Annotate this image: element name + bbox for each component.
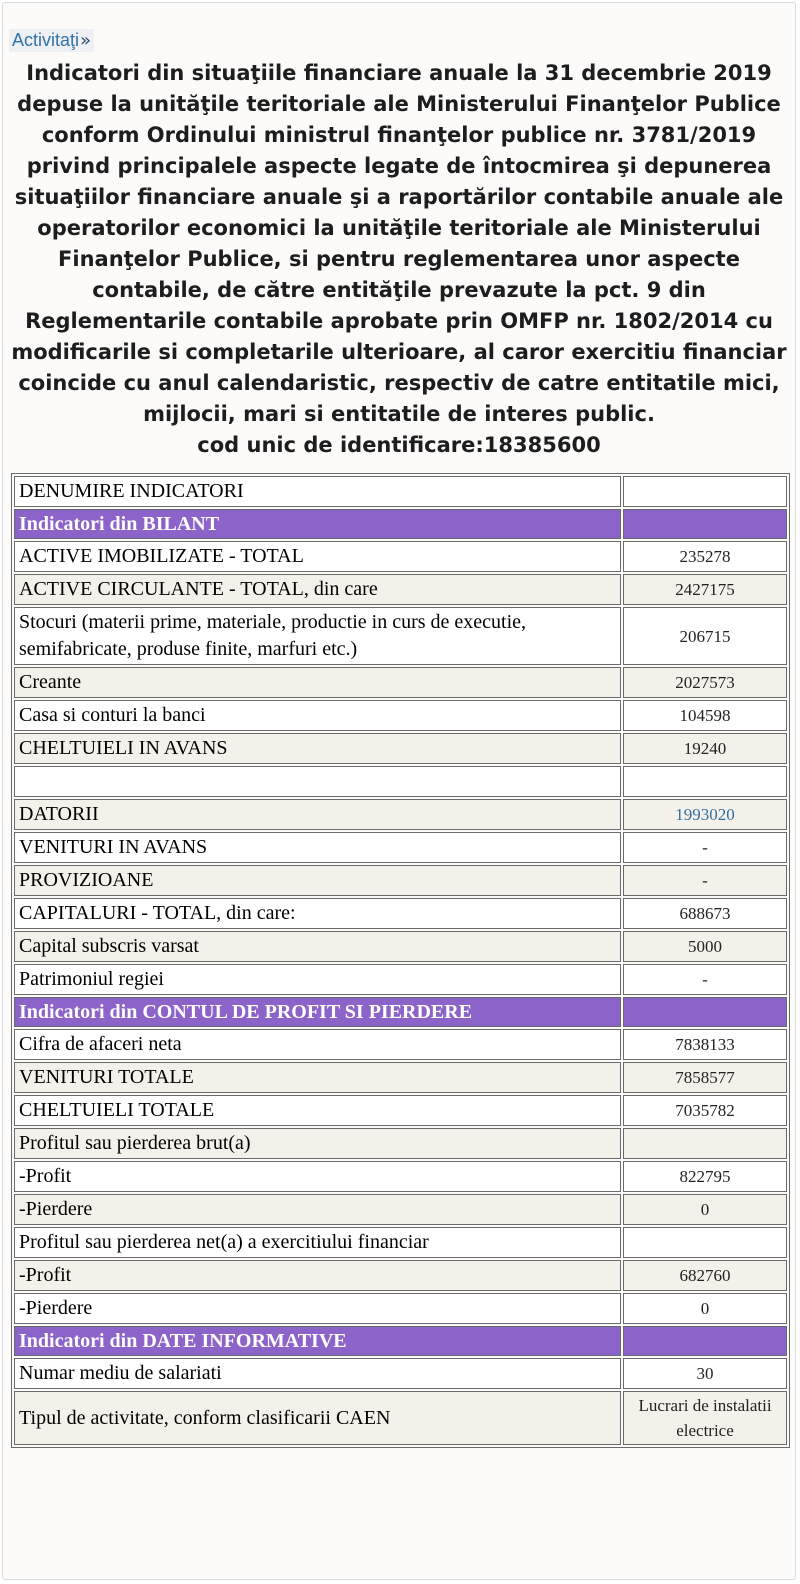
row-label: DATORII <box>14 799 621 830</box>
section-title: Indicatori din BILANT <box>14 509 621 539</box>
row-value: 7838133 <box>623 1029 787 1060</box>
row-value: - <box>623 832 787 863</box>
row-label <box>14 766 621 797</box>
row-value: 30 <box>623 1358 787 1389</box>
row-label: ACTIVE IMOBILIZATE - TOTAL <box>14 541 621 572</box>
section-header-row <box>14 1326 787 1356</box>
row-value: 2027573 <box>623 667 787 698</box>
table-row <box>14 865 787 896</box>
row-value <box>623 1128 787 1159</box>
row-value <box>623 766 787 797</box>
page-container <box>2 2 796 1580</box>
table-row <box>14 832 787 863</box>
table-row <box>14 1062 787 1093</box>
row-value: 7035782 <box>623 1095 787 1126</box>
row-value: 682760 <box>623 1260 787 1291</box>
table-row <box>14 667 787 698</box>
row-value <box>623 509 787 539</box>
table-row <box>14 931 787 962</box>
row-label: -Pierdere <box>14 1293 621 1324</box>
table-row <box>14 898 787 929</box>
row-label: Casa si conturi la banci <box>14 700 621 731</box>
row-label: VENITURI TOTALE <box>14 1062 621 1093</box>
table-row <box>14 799 787 830</box>
row-label: Patrimoniul regiei <box>14 964 621 995</box>
datorii-value-link[interactable]: 1993020 <box>675 805 735 824</box>
table-row <box>14 1260 787 1291</box>
table-row <box>14 1029 787 1060</box>
row-value <box>623 799 787 830</box>
row-label: Profitul sau pierderea brut(a) <box>14 1128 621 1159</box>
row-label: -Pierdere <box>14 1194 621 1225</box>
empty-row <box>14 766 787 797</box>
section-title: Indicatori din DATE INFORMATIVE <box>14 1326 621 1356</box>
row-label: Profitul sau pierderea net(a) a exercitiului financiar <box>14 1227 621 1258</box>
row-value: 206715 <box>623 607 787 665</box>
table-row <box>14 1095 787 1126</box>
row-label: Creante <box>14 667 621 698</box>
row-label: Stocuri (materii prime, materiale, productie in curs de executie, semifabricate, produse finite, marfuri etc.) <box>14 607 621 665</box>
row-value: Lucrari de instalatii electrice <box>623 1391 787 1445</box>
row-label: -Profit <box>14 1260 621 1291</box>
row-label: CAPITALURI - TOTAL, din care: <box>14 898 621 929</box>
section-header-row <box>14 509 787 539</box>
table-row <box>14 1194 787 1225</box>
row-value: - <box>623 964 787 995</box>
table-row <box>14 574 787 605</box>
row-value: 2427175 <box>623 574 787 605</box>
row-value <box>623 997 787 1027</box>
row-value: 0 <box>623 1194 787 1225</box>
breadcrumb-chevron-icon: » <box>80 30 92 51</box>
row-value: 104598 <box>623 700 787 731</box>
row-value: 0 <box>623 1293 787 1324</box>
page-title-text: Indicatori din situaţiile financiare anuale la 31 decembrie 2019 depuse la unităţile teritoriale ale Ministerului Finanţelor Publice conform Ordinului ministrul finanţelor publice nr. 3781/2019 privind principalele aspecte legate de întocmirea şi depunerea situaţiilor financiare anuale şi a raportărilor contabile anuale ale operatorilor economici la unităţile teritoriale ale Ministerului Finanţelor Publice, si pentru reglementarea unor aspecte contabile, de către entităţile prevazute la pct. 9 din Reglementarile contabile aprobate prin OMFP nr. 1802/2014 cu modificarile si completarile ulterioare, al caror exercitiu financiar coincide cu anul calendaristic, respectiv de catre entitatile mici, mijlocii, mari si entitatile de interes public. <box>11 61 787 426</box>
section-header-row <box>14 997 787 1027</box>
indicators-table-body <box>14 476 787 1445</box>
table-row <box>14 1161 787 1192</box>
row-value <box>623 476 787 507</box>
row-label: Numar mediu de salariati <box>14 1358 621 1389</box>
table-header-row <box>14 476 787 507</box>
table-row <box>14 1227 787 1258</box>
row-label: Cifra de afaceri neta <box>14 1029 621 1060</box>
row-value: 7858577 <box>623 1062 787 1093</box>
table-row <box>14 1358 787 1389</box>
row-label: ACTIVE CIRCULANTE - TOTAL, din care <box>14 574 621 605</box>
row-value: 5000 <box>623 931 787 962</box>
row-value: 822795 <box>623 1161 787 1192</box>
row-label: -Profit <box>14 1161 621 1192</box>
section-title: Indicatori din CONTUL DE PROFIT SI PIERDERE <box>14 997 621 1027</box>
table-row <box>14 607 787 665</box>
row-label: PROVIZIOANE <box>14 865 621 896</box>
table-row <box>14 1391 787 1445</box>
table-row <box>14 1128 787 1159</box>
indicators-table <box>11 473 790 1448</box>
page-title <box>11 58 787 461</box>
row-label: Capital subscris varsat <box>14 931 621 962</box>
table-row <box>14 700 787 731</box>
row-value: - <box>623 865 787 896</box>
table-row <box>14 733 787 764</box>
row-value <box>623 1326 787 1356</box>
row-label: DENUMIRE INDICATORI <box>14 476 621 507</box>
row-value: 19240 <box>623 733 787 764</box>
row-value: 235278 <box>623 541 787 572</box>
breadcrumb-activitati-link[interactable] <box>9 29 94 52</box>
row-value: 688673 <box>623 898 787 929</box>
row-label: Tipul de activitate, conform clasificarii CAEN <box>14 1391 621 1445</box>
row-value <box>623 1227 787 1258</box>
table-row <box>14 541 787 572</box>
row-label: CHELTUIELI TOTALE <box>14 1095 621 1126</box>
breadcrumb-label: Activitaţi <box>12 30 80 50</box>
table-row <box>14 1293 787 1324</box>
page-title-cui: cod unic de identificare:18385600 <box>197 433 601 457</box>
row-label: CHELTUIELI IN AVANS <box>14 733 621 764</box>
row-label: VENITURI IN AVANS <box>14 832 621 863</box>
table-row <box>14 964 787 995</box>
